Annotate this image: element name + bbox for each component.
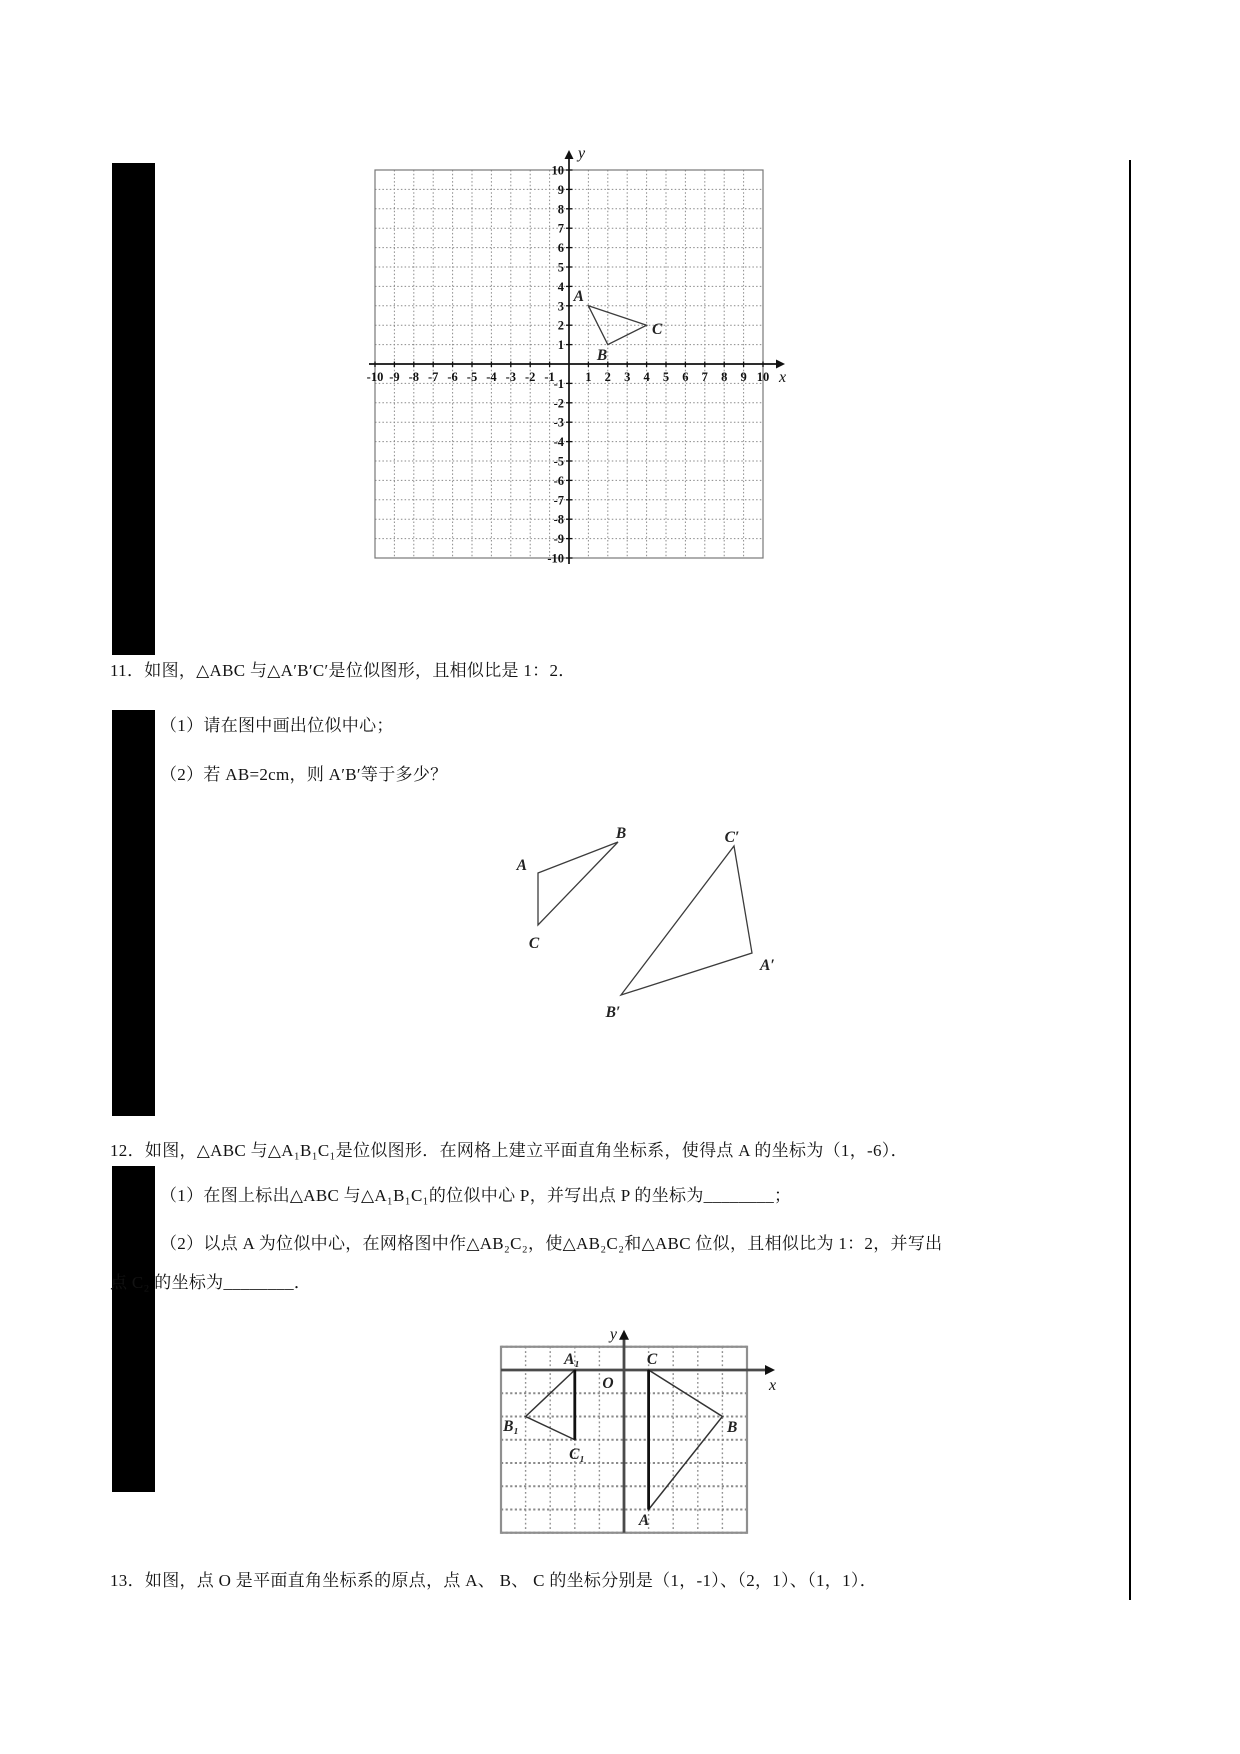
svg-text:-10: -10 <box>547 551 564 566</box>
scan-artifact-bar-top <box>112 163 155 655</box>
svg-text:6: 6 <box>557 241 564 256</box>
svg-text:-7: -7 <box>553 493 564 508</box>
svg-text:B: B <box>615 825 627 842</box>
svg-text:-4: -4 <box>553 435 564 450</box>
svg-text:10: 10 <box>756 370 770 384</box>
svg-text:A: A <box>516 857 527 874</box>
svg-text:10: 10 <box>551 163 564 178</box>
svg-text:-9: -9 <box>389 370 400 384</box>
svg-text:x: x <box>769 1377 777 1394</box>
question-11-part1: （1）请在图中画出位似中心； <box>160 716 394 735</box>
svg-text:x: x <box>779 369 787 386</box>
svg-text:y: y <box>578 145 586 162</box>
svg-text:-5: -5 <box>466 370 478 384</box>
question-11-part2: （2）若 AB=2cm，则 A′B′等于多少？ <box>160 765 448 784</box>
question-12-part2-line2: 点 C₂ 的坐标为________． <box>110 1273 312 1292</box>
question-12-part1: （1）在图上标出△ABC 与△A₁B₁C₁的位似中心 P，并写出点 P 的坐标为________； <box>160 1186 792 1205</box>
svg-text:4: 4 <box>643 370 650 384</box>
svg-text:5: 5 <box>557 260 564 275</box>
svg-text:3: 3 <box>557 299 564 314</box>
scan-artifact-bar-bottom <box>112 1166 155 1492</box>
svg-text:-1: -1 <box>553 376 564 391</box>
svg-text:y: y <box>609 1325 617 1343</box>
svg-text:7: 7 <box>557 221 564 236</box>
svg-text:-4: -4 <box>486 370 497 384</box>
svg-text:A: A <box>638 1512 650 1529</box>
svg-text:C₁: C₁ <box>569 1446 585 1463</box>
svg-text:-6: -6 <box>553 473 564 488</box>
svg-text:-8: -8 <box>408 370 420 384</box>
svg-text:8: 8 <box>557 202 564 217</box>
svg-text:-7: -7 <box>427 370 439 384</box>
svg-text:-8: -8 <box>553 512 564 527</box>
svg-text:A₁: A₁ <box>564 1351 580 1368</box>
question-12-part2-line1: （2）以点 A 为位似中心，在网格图中作△AB₂C₂，使△AB₂C₂和△ABC 位似，且相似比为 1：2，并写出 <box>160 1234 943 1253</box>
svg-text:O: O <box>602 1375 614 1392</box>
svg-text:-6: -6 <box>447 370 458 384</box>
svg-text:2: 2 <box>604 370 611 384</box>
svg-text:B₁: B₁ <box>503 1418 519 1435</box>
question-12-title: 12．如图，△ABC 与△A₁B₁C₁是位似图形．在网格上建立平面直角坐标系，使得点 A 的坐标为（1，-6）． <box>110 1141 908 1160</box>
svg-text:B: B <box>727 1419 738 1436</box>
svg-text:-3: -3 <box>553 415 564 430</box>
svg-text:C′: C′ <box>724 829 740 846</box>
svg-text:5: 5 <box>662 370 670 384</box>
svg-text:-1: -1 <box>544 370 555 384</box>
svg-text:-9: -9 <box>553 532 564 547</box>
svg-text:9: 9 <box>740 370 747 384</box>
svg-text:1: 1 <box>557 338 564 353</box>
svg-text:B: B <box>596 347 608 364</box>
svg-text:A′: A′ <box>760 957 775 974</box>
svg-text:1: 1 <box>585 370 592 384</box>
svg-text:7: 7 <box>701 370 708 384</box>
svg-text:B′: B′ <box>605 1004 621 1021</box>
svg-text:-2: -2 <box>524 370 536 384</box>
svg-text:9: 9 <box>557 182 564 197</box>
svg-text:-10: -10 <box>366 370 384 384</box>
svg-text:-3: -3 <box>505 370 517 384</box>
svg-text:-5: -5 <box>553 454 564 469</box>
svg-text:-2: -2 <box>553 396 564 411</box>
scan-artifact-bar-middle <box>112 710 155 1116</box>
question-13-title: 13．如图，点 O 是平面直角坐标系的原点，点 A、 B、 C 的坐标分别是（1，-1）、（2，1）、（1，1）． <box>110 1571 877 1590</box>
fig2-triangles <box>440 815 780 1030</box>
svg-text:C: C <box>646 1351 658 1368</box>
question-11-title: 11．如图，△ABC 与△A′B′C′是位似图形，且相似比是 1：2． <box>110 661 576 680</box>
svg-text:C: C <box>652 321 663 338</box>
svg-text:6: 6 <box>682 370 689 384</box>
scan-artifact-right-rule <box>1129 160 1131 1600</box>
fig1-coordinate-grid <box>340 140 800 590</box>
svg-text:4: 4 <box>557 279 564 294</box>
svg-text:2: 2 <box>557 318 564 333</box>
svg-text:3: 3 <box>624 370 631 384</box>
svg-text:C: C <box>528 935 540 952</box>
fig3-coordinate-grid <box>480 1320 790 1552</box>
svg-text:A: A <box>573 288 584 305</box>
svg-text:8: 8 <box>721 370 728 384</box>
